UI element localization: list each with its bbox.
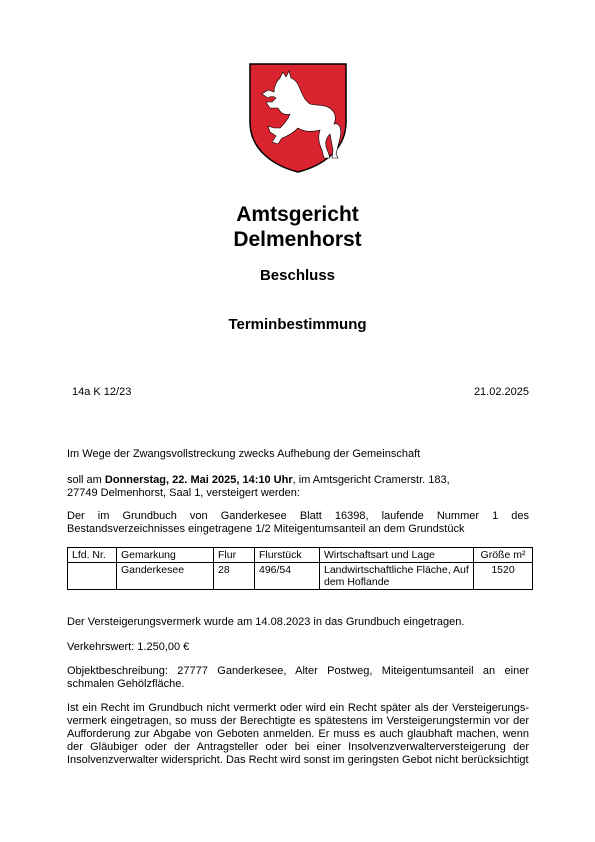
schedule-prefix: soll am [67,474,105,486]
col-lfd-nr: Lfd. Nr. [68,548,117,563]
schedule-location: 27749 Delmenhorst, Saal 1, versteigert werden: [67,487,300,499]
object-description: Objektbeschreibung: 27777 Ganderkesee, Alter Postweg, Miteigentumsanteil an einer schmalen Gehölzfläche. [67,665,529,690]
cell-groesse: 1520 [474,563,533,590]
col-wirtschaftsart: Wirtschaftsart und Lage [320,548,474,563]
document-subject: Terminbestimmung [228,316,367,333]
col-flurstueck: Flurstück [255,548,320,563]
schedule-date: Donnerstag, 22. Mai 2025, 14:10 Uhr [104,474,293,486]
rights-notice: Ist ein Recht im Grundbuch nicht vermerkt oder wird ein Recht später als der Versteigerungs-vermerk eingetragen, so muss der Berechtigte es spätestens im Versteigerungstermin vor der Aufforderung zur Abgabe von Geboten anmelden. Er muss es auch glaubhaft machen, wenn der Gläubiger oder der Antragsteller oder bei einer Insolvenzverwalterversteigerung der Insolvenzverwalter widerspricht. Das Recht wird sonst im geringsten Gebot nicht berücksichtigt [67,702,529,766]
document-type: Beschluss [259,267,336,284]
property-table [67,547,533,590]
court-name-line2: Delmenhorst [233,228,362,251]
document-date: 21.02.2025 [473,386,529,398]
table-header-row [68,548,533,563]
cell-flurstueck: 496/54 [255,563,320,590]
col-groesse: Größe m² [474,548,533,563]
registration-note: Der Versteigerungsvermerk wurde am 14.08.2023 in das Grundbuch eingetragen. [67,616,465,628]
schedule-text [67,474,529,500]
case-number: 14a K 12/23 [72,386,132,398]
land-register-text: Der im Grundbuch von Ganderkesee Blatt 16398, laufende Nummer 1 des Bestandsverzeichnisses eingetragene 1/2 Miteigentumsanteil an dem Grundstück [67,510,529,535]
cell-flur: 28 [214,563,255,590]
court-name-line1: Amtsgericht [236,203,359,226]
intro-text: Im Wege der Zwangsvollstreckung zwecks Aufhebung der Gemeinschaft [67,448,421,460]
cell-gemarkung: Ganderkesee [117,563,214,590]
col-flur: Flur [214,548,255,563]
lower-saxony-horse-crest-icon [248,62,348,174]
col-gemarkung: Gemarkung [117,548,214,563]
market-value: Verkehrswert: 1.250,00 € [67,641,190,653]
cell-wirtschaftsart: Landwirtschaftliche Fläche, Auf dem Hoflande [320,563,474,590]
table-row [68,563,533,590]
cell-lfd-nr [68,563,117,590]
schedule-suffix: , im Amtsgericht Cramerstr. 183, [292,474,450,486]
